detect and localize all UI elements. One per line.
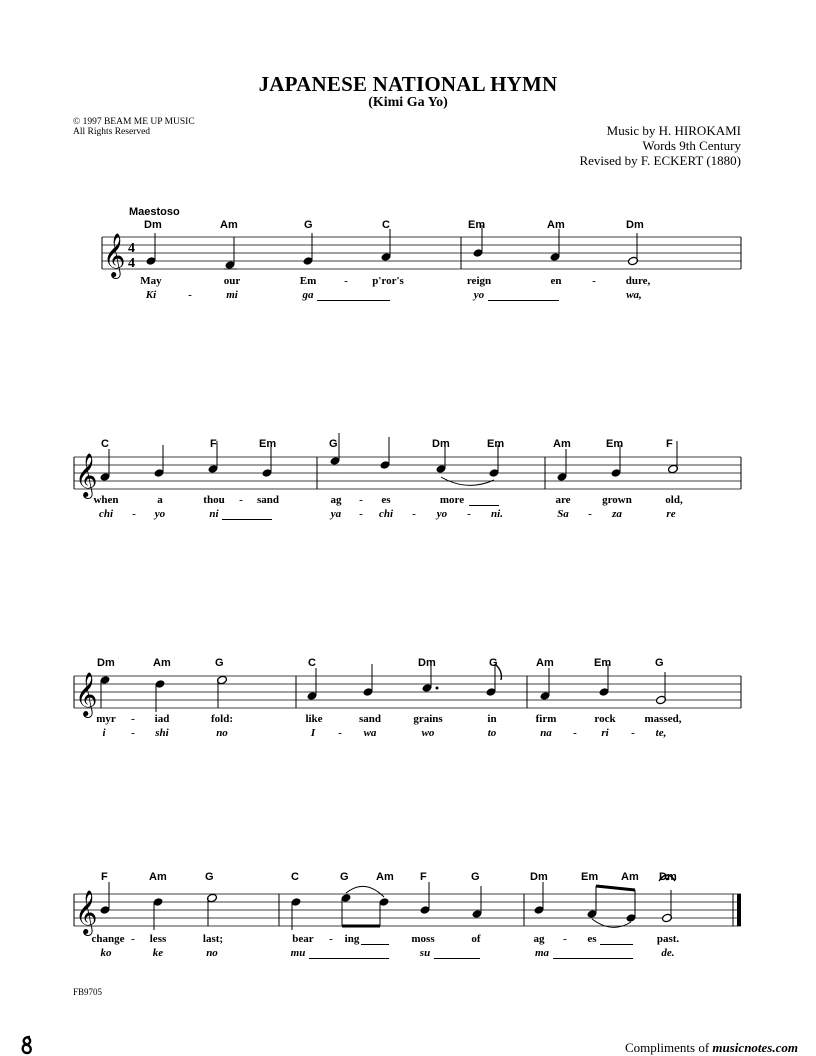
lyric: Em <box>299 275 317 287</box>
chord: Dm <box>144 219 162 231</box>
lyric: firm <box>535 713 557 725</box>
hyphen: - <box>239 494 243 506</box>
lyric-romaji: ko <box>100 947 112 959</box>
chord: Em <box>594 657 612 669</box>
lyric: iad <box>154 713 170 725</box>
lyric: fold: <box>211 713 233 725</box>
hyphen: - <box>563 933 567 945</box>
lyric: change <box>91 933 125 945</box>
chord: F <box>666 438 673 450</box>
lyric: bear <box>292 933 314 945</box>
lyric: less <box>149 933 167 945</box>
lyric-extender <box>600 944 633 945</box>
lyric: are <box>555 494 571 506</box>
lyric-romaji: wa, <box>626 289 642 301</box>
lyric: myr <box>96 713 116 725</box>
notes-staff-4 <box>100 875 675 930</box>
chord: Em <box>259 438 277 450</box>
lyric-romaji: Ki <box>145 289 157 301</box>
hyphen: - <box>338 727 342 739</box>
lyric: dure, <box>625 275 651 287</box>
chord: Am <box>536 657 554 669</box>
lyric: moss <box>411 933 435 945</box>
lyric-extender <box>469 505 499 506</box>
chord: C <box>291 871 299 883</box>
chord: Am <box>220 219 238 231</box>
tempo-marking: Maestoso <box>129 206 180 218</box>
lyric-romaji: ya <box>330 508 342 520</box>
chord: G <box>340 871 349 883</box>
chord: Em <box>581 871 599 883</box>
compliments-footer <box>625 1040 798 1056</box>
publisher-logo-icon <box>20 1035 34 1055</box>
lyric: past. <box>656 933 680 945</box>
chord: F <box>101 871 108 883</box>
lyric: rock <box>594 713 616 725</box>
chord: G <box>471 871 480 883</box>
hyphen: - <box>131 933 135 945</box>
lyric: sand <box>358 713 382 725</box>
lyric: es <box>587 933 597 945</box>
chord: Em <box>487 438 505 450</box>
lyric-romaji: to <box>487 727 497 739</box>
hyphen: - <box>131 713 135 725</box>
chord: C <box>101 438 109 450</box>
copyright-line: © 1997 BEAM ME UP MUSIC <box>73 117 195 127</box>
chord: Dm <box>418 657 436 669</box>
notes-staff-2 <box>100 433 679 485</box>
lyric: of <box>471 933 481 945</box>
chord: Am <box>376 871 394 883</box>
chord: Am <box>553 438 571 450</box>
lyric-extender <box>553 958 633 959</box>
chord: Dm <box>97 657 115 669</box>
lyric: in <box>487 713 497 725</box>
chord: F <box>210 438 217 450</box>
chord: Dm <box>659 871 677 883</box>
chord: G <box>215 657 224 669</box>
hyphen: - <box>188 289 192 301</box>
lyric: es <box>381 494 391 506</box>
compliments-label: Compliments of <box>625 1040 710 1055</box>
hyphen: - <box>592 275 596 287</box>
lyric: old, <box>665 494 683 506</box>
treble-clef-icon: 𝄞 <box>75 672 98 716</box>
chord: Am <box>149 871 167 883</box>
lyric: when <box>93 494 119 506</box>
catalog-code: FB9705 <box>73 987 103 997</box>
lyric: reign <box>466 275 492 287</box>
lyric: ag <box>330 494 342 506</box>
lyric-romaji: shi <box>155 727 169 739</box>
lyric-romaji: yo <box>436 508 448 520</box>
song-subtitle: (Kimi Ga Yo) <box>368 95 448 110</box>
treble-clef-icon: 𝄞 <box>75 890 98 934</box>
lyric: en <box>550 275 562 287</box>
chord: Dm <box>432 438 450 450</box>
lyric: grown <box>602 494 632 506</box>
lyric-romaji: na <box>540 727 552 739</box>
lyric: last; <box>202 933 224 945</box>
lyric: more <box>439 494 465 506</box>
hyphen: - <box>359 494 363 506</box>
chord: G <box>329 438 338 450</box>
lyric-romaji: ga <box>302 289 314 301</box>
music-credit: Music by H. HIROKAMI <box>606 123 741 138</box>
lyric: massed, <box>644 713 682 725</box>
lyric-romaji: chi <box>378 508 394 520</box>
lyric: ing <box>344 933 360 945</box>
lyric-romaji: de. <box>661 947 675 959</box>
lyric-romaji: ke <box>152 947 164 959</box>
lyric-romaji: mi <box>226 289 238 301</box>
staff-2 <box>74 433 741 499</box>
chord: C <box>308 657 316 669</box>
hyphen: - <box>412 508 416 520</box>
lyric-romaji: no <box>206 947 218 959</box>
chord: Dm <box>626 219 644 231</box>
lyric-romaji: ni. <box>491 508 503 520</box>
lyric-extender <box>434 958 480 959</box>
lyric-romaji: ma <box>534 947 550 959</box>
lyric: May <box>140 275 162 287</box>
notes-staff-3 <box>100 660 667 712</box>
lyric: thou <box>203 494 225 506</box>
lyric: p'ror's <box>372 275 404 287</box>
lyric: grains <box>413 713 443 725</box>
lyric-romaji: za <box>612 508 622 520</box>
lyric-romaji: I <box>310 727 316 739</box>
chord: Am <box>621 871 639 883</box>
chord: G <box>304 219 313 231</box>
lyric: like <box>305 713 323 725</box>
notes-staff-1 <box>146 225 639 270</box>
revised-credit: Revised by F. ECKERT (1880) <box>579 153 741 168</box>
song-title: JAPANESE NATIONAL HYMN <box>258 72 558 96</box>
chord: Em <box>606 438 624 450</box>
words-credit: Words 9th Century <box>642 138 741 153</box>
staff-3 <box>74 660 741 718</box>
lyric-romaji: yo <box>154 508 166 520</box>
hyphen: - <box>573 727 577 739</box>
chord: Am <box>547 219 565 231</box>
lyric: our <box>223 275 241 287</box>
lyric: a <box>157 494 163 506</box>
chord: G <box>489 657 498 669</box>
hyphen: - <box>344 275 348 287</box>
lyric-romaji: i <box>102 727 106 739</box>
lyric-extender <box>361 944 389 945</box>
lyric-extender <box>488 300 559 301</box>
chord: F <box>420 871 427 883</box>
lyric-romaji: re <box>666 508 676 520</box>
site-link[interactable]: musicnotes.com <box>712 1040 798 1055</box>
chord: C <box>382 219 390 231</box>
lyric-romaji: ni <box>209 508 219 520</box>
treble-clef-icon: 𝄞 <box>75 453 98 497</box>
lyric-romaji: te, <box>655 727 667 739</box>
hyphen: - <box>588 508 592 520</box>
staff-1 <box>102 225 741 279</box>
lyric-romaji: chi <box>98 508 114 520</box>
lyric-romaji: mu <box>290 947 306 959</box>
chord: Em <box>468 219 486 231</box>
lyric-romaji: Sa <box>557 508 569 520</box>
hyphen: - <box>329 933 333 945</box>
chord: G <box>655 657 664 669</box>
lyric-romaji: ri <box>601 727 609 739</box>
lyric-extender <box>309 958 389 959</box>
lyric: sand <box>256 494 280 506</box>
chord: Dm <box>530 871 548 883</box>
treble-clef-icon: 𝄞 <box>103 233 126 277</box>
time-signature-top: 4 <box>128 241 135 256</box>
hyphen: - <box>467 508 471 520</box>
time-signature-bottom: 4 <box>128 256 135 271</box>
hyphen: - <box>132 508 136 520</box>
hyphen: - <box>631 727 635 739</box>
hyphen: - <box>359 508 363 520</box>
lyric-romaji: su <box>419 947 431 959</box>
lyric-extender <box>317 300 390 301</box>
lyric-extender <box>222 519 272 520</box>
lyric: ag <box>533 933 545 945</box>
hyphen: - <box>131 727 135 739</box>
lyric-romaji: wo <box>421 727 435 739</box>
chord: Am <box>153 657 171 669</box>
lyric-romaji: no <box>216 727 228 739</box>
staff-4 <box>74 875 741 936</box>
chord: G <box>205 871 214 883</box>
rights-line: All Rights Reserved <box>73 127 151 137</box>
lyric-romaji: yo <box>473 289 485 301</box>
lyric-romaji: wa <box>363 727 377 739</box>
